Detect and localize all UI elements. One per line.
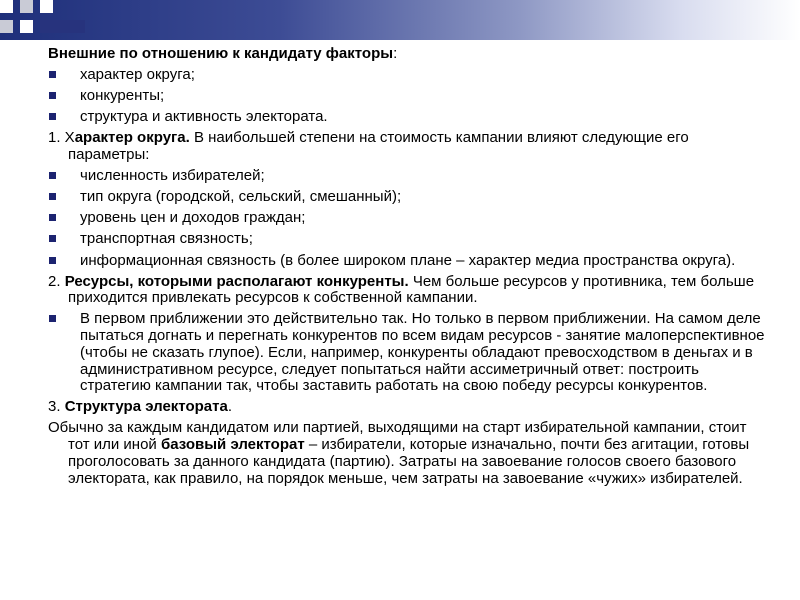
bullet-square-icon [49,113,56,120]
list-item [48,109,770,126]
list-item-text: уровень цен и доходов граждан; [80,209,306,227]
section-1-text: В наибольшей степени на стоимость кампании влияют следующие его параметры: [68,129,689,164]
section-3-heading: Структура электората [64,398,228,416]
section-3-tail: . [227,398,232,416]
list-item-text: В первом приближении это действительно так. Но только в первом приближении. На самом деле пытаться догнать и перегнать конкурентов по всем видам ресурсов - занятие малоперспективное (чтобы не сказать глупое). Если, например, конкуренты обладают превосходством в деньгах и в административном ресурсе, следует попытаться найти ассиметричный ответ: построить стратегию кампании так, чтобы заставить работать на свою победу ресурсы конкурентов. [80,310,765,395]
bullet-square-icon [49,193,56,200]
slide-body [48,46,770,492]
list-item-text: информационная связность (в более широком плане – характер медиа пространства округа). [80,251,736,269]
bullet-square-icon [49,214,56,221]
list-item-text: характер округа; [80,66,195,84]
closing-text-after: – избиратели, которые изначально, почти без агитации, готовы проголосовать за данного кандидата (партию). Затраты на завоевание голосов своего базового электората, как правило, на порядок меньше, чем затраты на завоевание «чужих» избирателей. [68,436,750,487]
section-1-heading: арактер округа. [74,129,190,147]
section-2-heading: Ресурсы, которыми располагают конкуренты. [64,272,409,290]
list-item [48,189,770,206]
list-item-text: тип округа (городской, сельский, смешанный); [80,188,402,206]
bullet-square-icon [49,172,56,179]
list-item [48,253,770,270]
list-item [48,88,770,105]
corner-square [20,20,33,33]
list-item [48,168,770,185]
bullet-square-icon [49,71,56,78]
closing-paragraph [48,420,770,487]
section-2-number: 2. [48,272,65,290]
list-item-text: численность избирателей; [80,167,265,185]
list-item [48,311,770,395]
section-2-paragraph [48,274,770,307]
title-bold: Внешние по отношению к кандидату факторы [48,45,394,62]
section-1-number: 1. Х [48,129,75,147]
section-1-paragraph [48,130,770,163]
list-item [48,67,770,84]
list-item [48,231,770,248]
header-gradient-bar [0,0,800,40]
closing-bold-term: базовый электорат [160,436,305,454]
section-3-number: 3. [48,398,65,416]
bullet-square-icon [49,257,56,264]
bullet-square-icon [49,235,56,242]
corner-square [40,0,53,13]
list-item-text: транспортная связность; [80,230,253,248]
corner-square [40,20,85,33]
section-2-text: Чем больше ресурсов у противника, тем больше приходится привлекать ресурсов к собственной кампании. [68,272,755,307]
corner-square [20,0,33,13]
closing-text-before: Обычно за каждым кандидатом или партией, выходящими на старт избирательной кампании, стоит тот или иной [48,419,747,454]
corner-square [0,0,13,13]
title-colon: : [393,45,398,62]
corner-square [0,20,13,33]
bullet-square-icon [49,92,56,99]
list-item [48,210,770,227]
list-item-text: структура и активность электората. [80,108,328,126]
section-3-paragraph [48,399,770,416]
slide-title [48,46,770,63]
bullet-square-icon [49,315,56,322]
list-item-text: конкуренты; [80,87,165,105]
